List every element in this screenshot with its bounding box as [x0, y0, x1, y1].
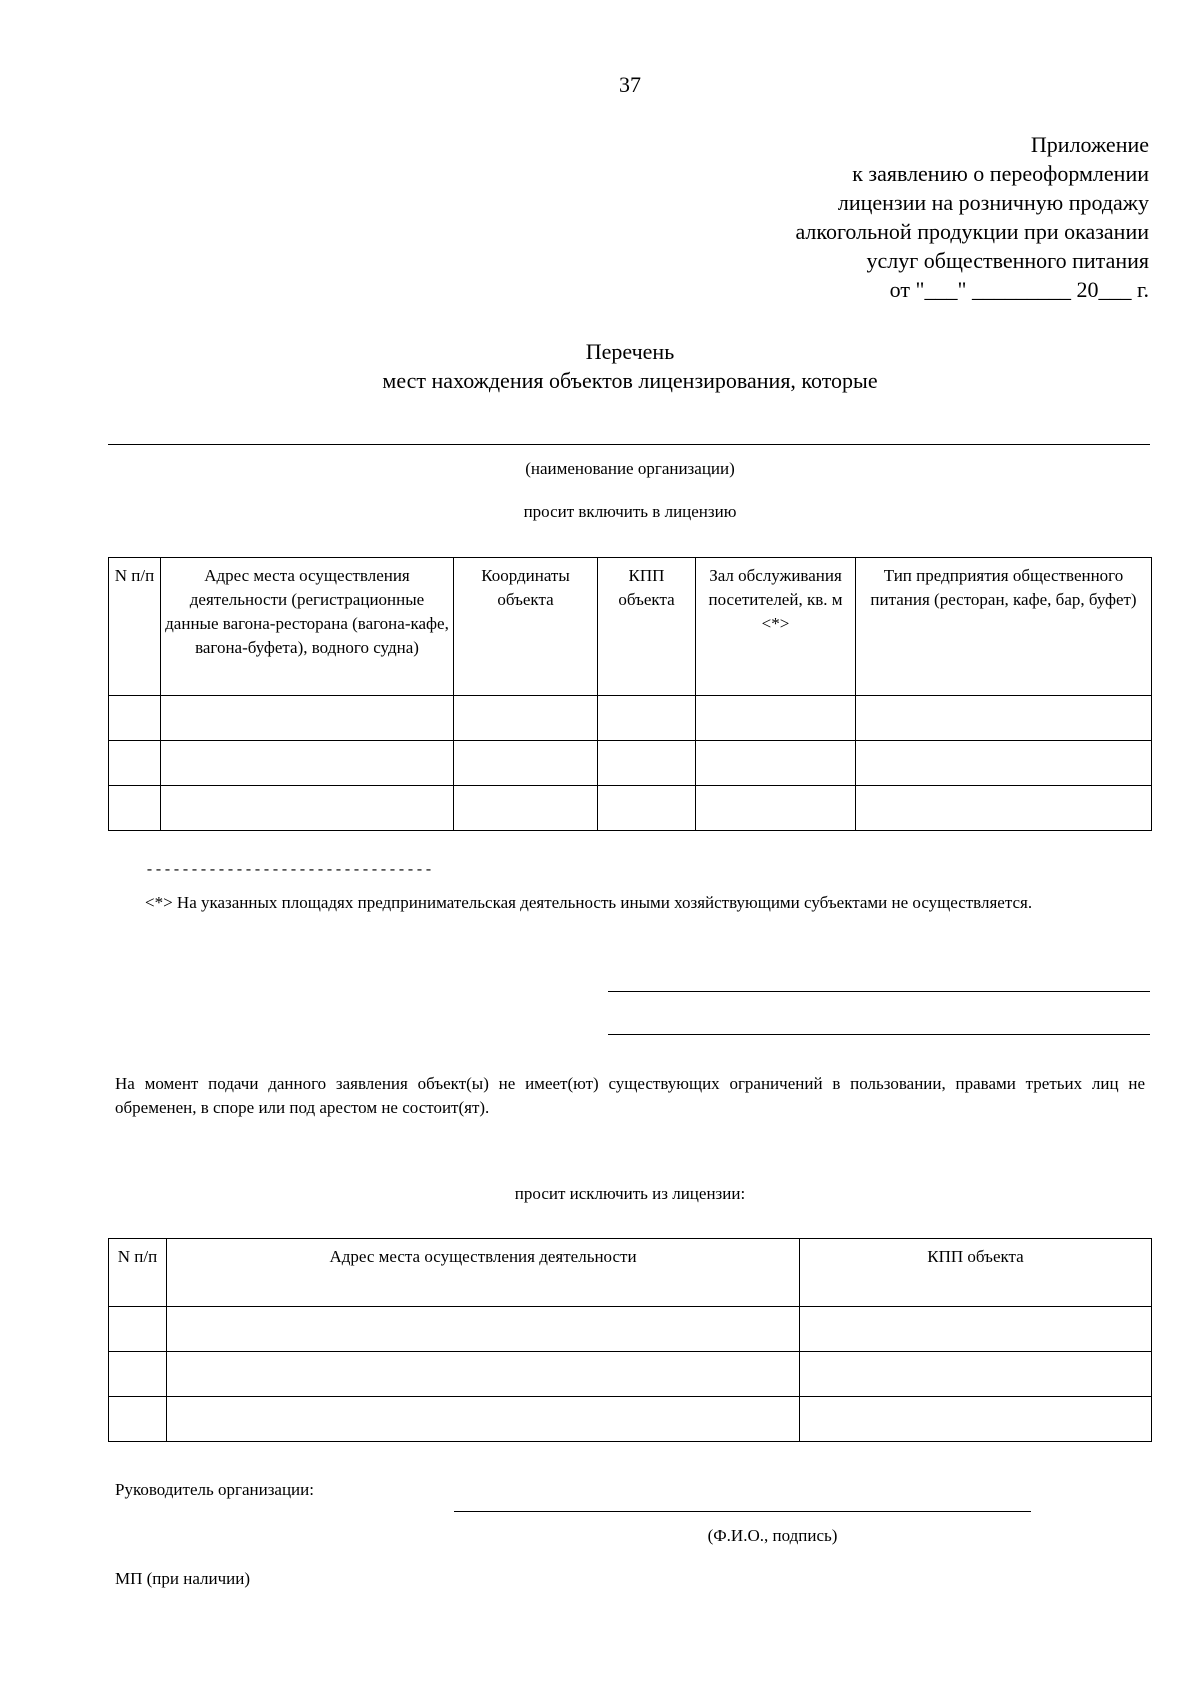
appendix-line: лицензии на розничную продажу — [837, 190, 1149, 215]
header-number: N п/п — [109, 558, 161, 696]
table-cell[interactable] — [161, 741, 454, 786]
include-table — [108, 557, 1152, 831]
page-number: 37 — [619, 72, 641, 97]
signature-line — [608, 1034, 1150, 1035]
exclude-caption: просит исключить из лицензии: — [514, 1184, 746, 1203]
table-cell[interactable] — [598, 741, 696, 786]
table-cell[interactable] — [167, 1397, 800, 1442]
title-line-2: мест нахождения объектов лицензирования, которые — [382, 368, 878, 393]
footnote-text: <*> На указанных площадях предпринимательская деятельность иными хозяйствующими субъектами не осуществляется. — [145, 893, 1033, 912]
exclude-table-header-row — [109, 1239, 1152, 1307]
table-cell[interactable] — [598, 786, 696, 831]
table-cell[interactable] — [454, 786, 598, 831]
header-kpp: КПП объекта — [800, 1239, 1152, 1307]
header-address: Адрес места осуществления деятельности (регистрационные данные вагона-ресторана (вагона-кафе, вагона-буфета), водного судна) — [161, 558, 454, 696]
table-cell[interactable] — [109, 1397, 167, 1442]
table-cell[interactable] — [161, 696, 454, 741]
head-signature-line — [454, 1511, 1031, 1512]
appendix-line: услуг общественного питания — [866, 248, 1149, 273]
appendix-line: от "___" _________ 20___ г. — [889, 277, 1149, 302]
header-coordinates: Координаты объекта — [454, 558, 598, 696]
table-cell[interactable] — [161, 786, 454, 831]
table-cell[interactable] — [856, 741, 1152, 786]
statement-text: На момент подачи данного заявления объект(ы) не имеет(ют) существующих ограничений в пользовании, правами третьих лиц не обременен, в споре или под арестом не состоит(ят). — [115, 1074, 1145, 1117]
exclude-table — [108, 1238, 1152, 1442]
name-signature-caption: (Ф.И.О., подпись) — [707, 1526, 838, 1545]
table-cell[interactable] — [856, 786, 1152, 831]
table-cell[interactable] — [109, 1307, 167, 1352]
table-cell[interactable] — [109, 741, 161, 786]
table-row — [109, 1352, 1152, 1397]
organization-caption: (наименование организации) — [525, 459, 735, 478]
table-cell[interactable] — [167, 1352, 800, 1397]
organization-name-line — [108, 444, 1150, 445]
table-cell[interactable] — [454, 696, 598, 741]
header-kpp: КПП объекта — [598, 558, 696, 696]
appendix-line: алкогольной продукции при оказании — [795, 219, 1149, 244]
table-cell[interactable] — [856, 696, 1152, 741]
appendix-header — [795, 130, 1149, 304]
table-cell[interactable] — [109, 696, 161, 741]
table-cell[interactable] — [167, 1307, 800, 1352]
appendix-line: Приложение — [1030, 132, 1149, 157]
stamp-label: МП (при наличии) — [115, 1569, 251, 1588]
table-cell[interactable] — [109, 1352, 167, 1397]
footnote-rule: -------------------------------- — [145, 862, 434, 879]
header-hall-area: Зал обслуживания посетителей, кв. м <*> — [696, 558, 856, 696]
table-cell[interactable] — [598, 696, 696, 741]
table-row — [109, 741, 1152, 786]
table-cell[interactable] — [696, 786, 856, 831]
table-cell[interactable] — [800, 1307, 1152, 1352]
appendix-line: к заявлению о переоформлении — [852, 161, 1149, 186]
header-number: N п/п — [109, 1239, 167, 1307]
table-row — [109, 786, 1152, 831]
header-enterprise-type: Тип предприятия общественного питания (ресторан, кафе, бар, буфет) — [856, 558, 1152, 696]
header-address: Адрес места осуществления деятельности — [167, 1239, 800, 1307]
table-row — [109, 1397, 1152, 1442]
table-cell[interactable] — [800, 1352, 1152, 1397]
title-line-1: Перечень — [585, 339, 675, 364]
head-of-organization-label: Руководитель организации: — [115, 1480, 314, 1499]
table-cell[interactable] — [800, 1397, 1152, 1442]
table-row — [109, 696, 1152, 741]
include-caption: просит включить в лицензию — [523, 502, 737, 521]
include-table-header-row — [109, 558, 1152, 696]
table-cell[interactable] — [454, 741, 598, 786]
table-cell[interactable] — [696, 696, 856, 741]
signature-line — [608, 991, 1150, 992]
table-row — [109, 1307, 1152, 1352]
table-cell[interactable] — [109, 786, 161, 831]
document-title — [0, 337, 1200, 395]
table-cell[interactable] — [696, 741, 856, 786]
